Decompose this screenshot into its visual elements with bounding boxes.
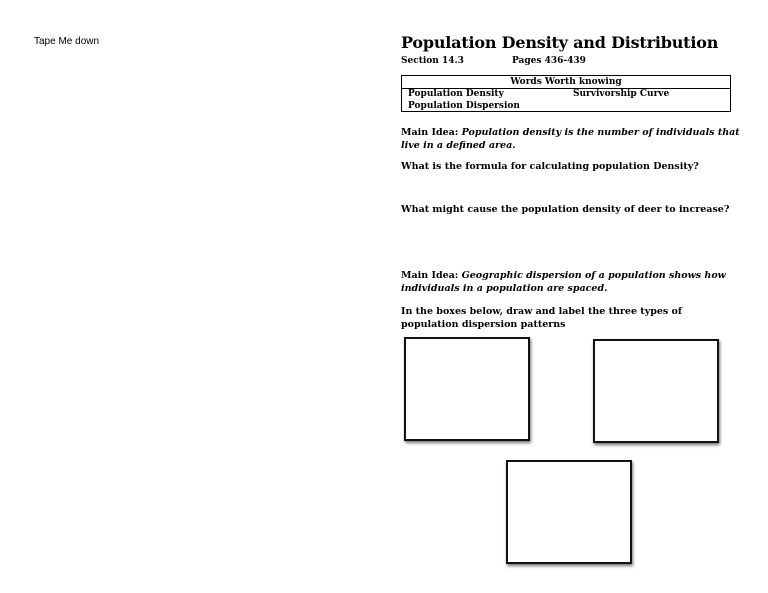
- drawing-box-3[interactable]: [506, 460, 632, 564]
- section-number: Section 14.3: [401, 56, 464, 66]
- page-title: Population Density and Distribution: [401, 33, 719, 52]
- dispersion-instruction: In the boxes below, draw and label the three types of population dispersion patterns: [401, 306, 682, 330]
- main-idea-1-text: Population density is the number of individuals that live in a defined area.: [401, 127, 740, 151]
- main-idea-2-text: Geographic dispersion of a population shows how individuals in a population are spaced.: [401, 270, 726, 294]
- vocab-term-survivorship-curve: Survivorship Curve: [573, 89, 670, 99]
- vocab-box: [401, 75, 731, 112]
- question-deer-density: What might cause the population density of deer to increase?: [401, 204, 730, 215]
- main-idea-1: [401, 126, 741, 152]
- tape-me-down-note: Tape Me down: [34, 36, 100, 47]
- question-density-formula: What is the formula for calculating population Density?: [401, 161, 699, 172]
- drawing-box-1[interactable]: [404, 337, 530, 441]
- page-range: Pages 436-439: [512, 56, 586, 66]
- vocab-term-population-dispersion: Population Dispersion: [408, 101, 520, 111]
- main-idea-1-label: Main Idea:: [401, 127, 462, 138]
- section-line: [401, 56, 586, 66]
- main-idea-2-label: Main Idea:: [401, 270, 462, 281]
- main-idea-2: [401, 269, 741, 295]
- vocab-heading: Words Worth knowing: [402, 76, 730, 89]
- drawing-box-2[interactable]: [593, 339, 719, 443]
- vocab-term-population-density: Population Density: [408, 89, 504, 99]
